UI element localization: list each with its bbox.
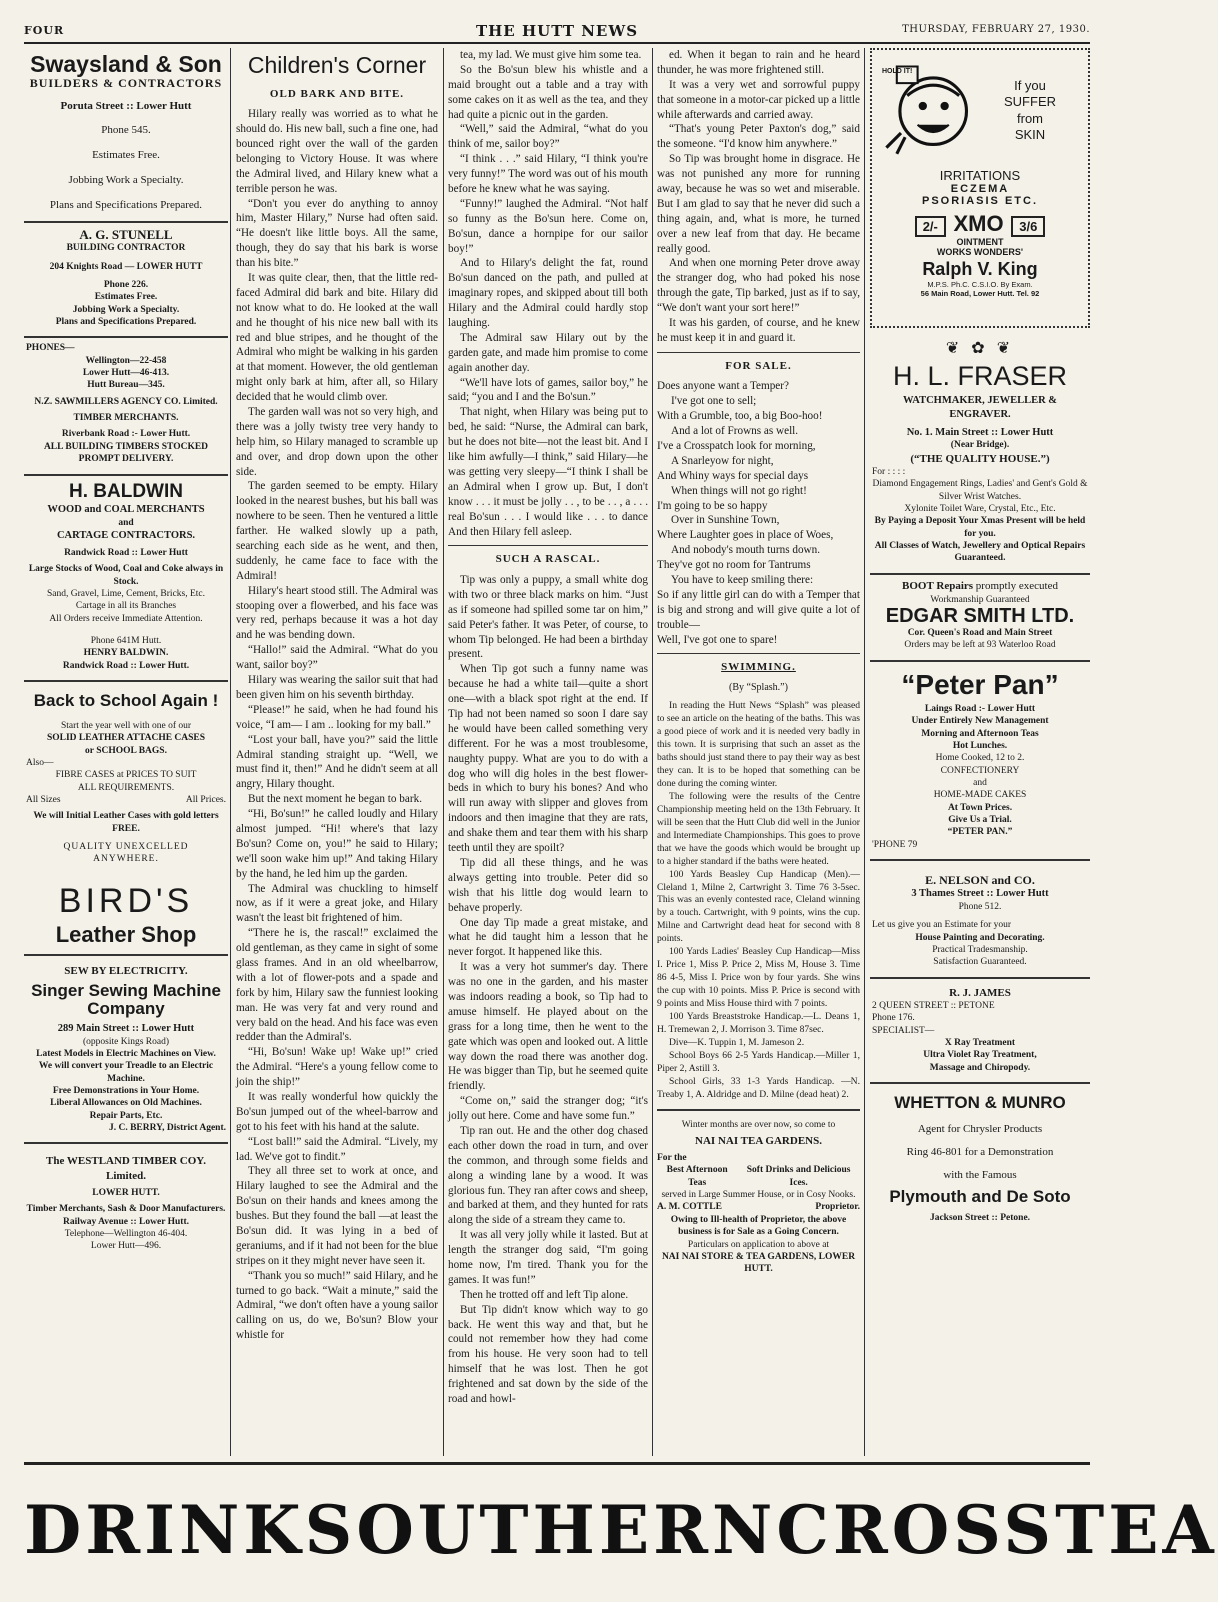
ad-line: PHONES— [26, 343, 75, 354]
ad-line: Massage and Chiropody. [929, 1062, 1031, 1073]
ad-line: We will Initial Leather Cases with gold letters FREE. [33, 811, 219, 834]
ad-line: HOME-MADE CAKES [933, 790, 1027, 801]
ad-line: QUALITY UNEXCELLED [63, 842, 189, 853]
poem-line: Over in Sunshine Town, [671, 514, 780, 527]
ad-line: with the Famous [943, 1168, 1017, 1181]
story-body [448, 48, 648, 539]
poem-line: You have to keep smiling there: [671, 574, 814, 587]
poem-line: So if any little girl can do with a Temper that is big and strong and will give quite a lot of trouble— [657, 588, 860, 631]
ad-line: IRRITATIONS [939, 168, 1021, 183]
price-box: 2/- [915, 216, 946, 237]
ad-nelson [870, 861, 1090, 979]
ad-phone: Phone 176. [872, 1013, 915, 1024]
ad-line: Workmanship Guaranteed [930, 594, 1030, 605]
ad-line: By Paying a Deposit Your Xmas Present will be held for you. [874, 516, 1086, 539]
ad-line: Latest Models in Electric Machines on View. [36, 1048, 216, 1059]
ad-swaysland [24, 48, 228, 223]
paragraph: “Hi, Bo'sun! Wake up! Wake up!” cried the Admiral. “Here's a young fellow come to join the ship!” [236, 1046, 438, 1089]
poem-line: I've got one to sell; [671, 395, 757, 408]
paragraph: Tip did all these things, and he was always getting into trouble. Peter did so wish that his little dog would learn to behave properly. [448, 856, 648, 914]
ad-line: LOWER HUTT. [92, 1187, 160, 1198]
ad-line: We will convert your Treadle to an Electric Machine. [38, 1061, 214, 1084]
ad-line: Soft Drinks and Delicious Ices. [746, 1165, 851, 1188]
ad-line: or SCHOOL BAGS. [85, 745, 167, 756]
ad-trade: Timber Merchants, Sash & Door Manufacturers. [26, 1204, 226, 1215]
ad-address: 3 Thames Street :: Lower Hutt [911, 888, 1049, 900]
ad-trade: WOOD and COAL MERCHANTS [47, 504, 205, 516]
story-column-right [657, 48, 860, 1456]
ad-line: BOOT Repairs [902, 579, 974, 592]
ad-brand-sub: Leather Shop [55, 921, 197, 947]
ad-owner: HENRY BALDWIN. [83, 648, 169, 659]
banner-word: CROSS [776, 1491, 1056, 1569]
ad-line: SUFFER [1004, 94, 1056, 110]
banner-word: DRINK [24, 1491, 305, 1569]
ad-line: House Painting and Decorating. [915, 932, 1045, 943]
paragraph: “Come on,” said the stranger dog; “it's jolly out here. Come and have some fun.” [448, 1095, 648, 1123]
ad-line: Orders may be left at 93 Waterloo Road [904, 640, 1056, 651]
ad-line: Practical Tradesmanship. [932, 945, 1028, 956]
ad-line: Particulars on application to above at [687, 1239, 830, 1250]
paragraph: School Girls, 33 1-3 Yards Handicap. —N. Treaby 1, A. Aldridge and D. Milne (dead heat) 2. [657, 1075, 860, 1100]
ad-line: Satisfaction Guaranteed. [933, 957, 1027, 968]
ad-line: Plans and Specifications Prepared. [49, 198, 203, 211]
ad-line: from [1017, 110, 1043, 126]
ad-address: Laings Road :- Lower Hutt [924, 703, 1036, 714]
ad-title: “Peter Pan” [901, 668, 1059, 700]
poem-line: I'm going to be so happy [657, 499, 768, 512]
ad-address: No. 1. Main Street :: Lower Hutt [906, 426, 1054, 438]
paragraph: They all three set to work at once, and Hilary laughed to see the Admiral and the Bo'sun on their hands and knees among the bushes. But they found the ball —at least the Bo'sun did. It was lying in a bed of geraniums, and if it had not been for the blue stripes on it they might never have seen it. [236, 1165, 438, 1267]
ad-address: Randwick Road :: Lower Hutt. [62, 660, 190, 671]
masthead [24, 22, 1090, 44]
ad-line: Let us give you an Estimate for your [872, 920, 1012, 931]
ad-text-block [976, 78, 1084, 143]
paragraph: “Don't you ever do anything to annoy him, Master Hilary,” Nurse had often said. “He doesn't like little boys. All the same, though, they do say that his bark is worse than his bite.” [236, 197, 438, 270]
ad-line: All Classes of Watch, Jewellery and Optical Repairs Guaranteed. [874, 540, 1086, 564]
paragraph: But the next moment he began to bark. [248, 793, 422, 806]
ad-line: SOLID LEATHER ATTACHE CASES [46, 733, 206, 744]
paragraph: “Hi, Bo'sun!” he called loudly and Hilary almost jumped. “Hi! where's that lazy Bo'sun? Come on, you!” he said to Hilary; we'll soon wake him up!” And taking Hilary by the hand, he led him up the garden. [236, 808, 438, 880]
paragraph: “Hallo!” said the Admiral. “What do you want, sailor boy?” [236, 644, 438, 672]
paragraph: School Boys 66 2-5 Yards Handicap.—Miller 1, Piper 2, Astill 3. [657, 1049, 860, 1074]
story-title: SUCH A RASCAL. [495, 553, 601, 566]
ad-line: Diamond Engagement Rings, Ladies' and Gent's Gold & Silver Wrist Watches. [872, 479, 1088, 502]
ad-address: 56 Main Road, Lower Hutt. Tel. 92 [920, 289, 1040, 298]
ad-line: Jobbing Work a Specialty. [72, 304, 180, 315]
paragraph: It was a very wet and sorrowful puppy that someone in a motor-car picked up a little while afterwards and carried away. [657, 78, 860, 121]
ad-address: Cor. Queen's Road and Main Street [907, 627, 1053, 638]
ad-line: OINTMENT [956, 237, 1004, 247]
ad-phone: Lower Hutt—46-413. [82, 368, 170, 379]
paragraph: “Funny!” laughed the Admiral. “Not half so funny as the Bo'sun here. Come on, Bo'sun, dance a hornpipe for our sailor boy!” [448, 197, 648, 255]
ad-brand: “PETER PAN.” [947, 827, 1013, 838]
paragraph: Hilary really was worried as to what he should do. His new ball, such a fine one, had bounced right over the wall of the garden belonging to Victory House. It was where the Admiral lived, and Hilary knew what a terrible person he was. [236, 108, 438, 195]
ad-phone: Phone 512. [958, 902, 1002, 913]
ad-row [657, 1164, 860, 1189]
ad-line: Morning and Afternoon Teas [921, 728, 1039, 739]
paragraph: Tip was only a puppy, a small white dog with two or three black marks on him. “Just as if someone had spilled some tar on him,” said Peter's father. It was Peter, of course, to whom Tip belonged. He had been a birthday present. [448, 574, 648, 661]
ad-brand: Plymouth and De Soto [889, 1187, 1071, 1207]
ad-title: Back to School Again ! [33, 691, 219, 711]
ad-title: R. J. JAMES [949, 986, 1011, 999]
paragraph: “That's young Peter Paxton's dog,” said the someone. “I'd know him anywhere.” [657, 123, 860, 151]
ads-column-left [24, 48, 228, 1456]
paragraph: The following were the results of the Centre Championship meeting held on the 13th February. It will be seen that the Hutt Club did well in the Junior and Intermediate Championships. This goes to prove that we have the goods which would be brought up to a higher standard if the baths were heated. [657, 790, 860, 867]
ads-column-right [870, 48, 1090, 1456]
ad-address: 289 Main Street :: Lower Hutt [57, 1022, 195, 1034]
ad-title: H. L. FRASER [892, 361, 1068, 391]
ad-line: Plans and Specifications Prepared. [55, 317, 197, 328]
ad-line: Free Demonstrations in Your Home. [52, 1085, 200, 1096]
childrens-corner-column [236, 48, 438, 1456]
ad-owner: Ralph V. King [922, 259, 1038, 279]
ad-line: Give Us a Trial. [948, 815, 1012, 826]
ad-line: ALL BUILDING TIMBERS STOCKED [43, 441, 209, 452]
column-rule [864, 48, 865, 1456]
story-title: OLD BARK AND BITE. [269, 87, 405, 100]
ad-phone: Phone 226. [103, 280, 149, 291]
poem-line: When things will not go right! [671, 484, 807, 497]
ad-title: The WESTLAND TIMBER COY. Limited. [46, 1155, 206, 1182]
paragraph: “Lost your ball, have you?” said the little Admiral standing straight up. “Well, we must find it, then!” And he didn't seem at all angry, Hilary thought. [236, 733, 438, 791]
ad-agent: J. C. BERRY, District Agent. [108, 1122, 226, 1133]
ad-line: Estimates Free. [94, 292, 158, 303]
ad-line: promptly executed [975, 579, 1058, 592]
ad-line: Under Entirely New Management [911, 716, 1049, 727]
ad-title: NAI NAI TEA GARDENS. [695, 1134, 822, 1147]
ad-line: (Near Bridge). [950, 440, 1010, 451]
paragraph: When Tip got such a funny name was because he had a white tail—quite a short one—with a black spot right at the end. If Tip had not been named so soon I dare say he would have been called something very different. For he was a most troublesome, naughty puppy. What are you to do with a dog who will dig holes in the best flower-beds in which to bury his bones? And who will run away with slipper and gloves from indoors and then imagine that they are rats, and shake them and tear them with his sharp teeth until they are spoilt? [448, 663, 648, 855]
ad-line: (opposite Kings Road) [82, 1036, 170, 1047]
ad-line: and [118, 518, 134, 529]
paragraph: It was all very jolly while it lasted. But at length the stranger dog said, “I'm going home now, I'm tired. Thank you for the games. It was fun!” [448, 1229, 648, 1286]
ad-phone: 'PHONE 79 [872, 839, 918, 850]
ad-line: If you [1014, 78, 1046, 93]
ad-line: Ultra Violet Ray Treatment, [923, 1050, 1037, 1061]
story-body [657, 700, 860, 1101]
paragraph: “There he is, the rascal!” exclaimed the old gentleman, as they came in sight of some glass frames. And in an old wheelbarrow, with a lot of flower-pots and a spade and fork by him, Hilary saw the funniest looking man. He was very fat and very round and very bald on the head. And his face was even redder than the Admiral's. [236, 927, 438, 1044]
paragraph: “Please!” he said, when he had found his voice, “I am— I am .. looking for my ball.” [236, 703, 438, 731]
ad-title: E. NELSON and CO. [925, 873, 1035, 888]
ad-stunell [24, 223, 228, 339]
ad-line: and [973, 777, 987, 788]
ad-line: Xylonite Toilet Ware, Crystal, Etc., Etc. [904, 503, 1056, 514]
ad-address: 204 Knights Road — LOWER HUTT [49, 261, 203, 272]
ad-line: ALL REQUIREMENTS. [77, 782, 175, 793]
paragraph: “We'll have lots of games, sailor boy,” he said; “you and I and the Bo'sun.” [448, 376, 648, 404]
ad-line: Winter months are over now, so come to [681, 1120, 836, 1131]
ad-line: Owing to Ill-health of Proprietor, the above business is for Sale as a Going Concern. [670, 1214, 847, 1238]
paragraph: The Admiral was chuckling to himself now, as if it were a great joke, and Hilary wasn't the least bit frightened of him. [236, 882, 438, 925]
ad-line: Large Stocks of Wood, Coal and Coke always in Stock. [28, 564, 224, 587]
paragraph: Hilary's heart stood still. The Admiral was stooping over a flowerbed, and his face was very red, perhaps because it was a hot day and he was bending down. [236, 584, 438, 642]
ad-line: Home Cooked, 12 to 2. [935, 753, 1025, 764]
ad-title: A. G. STUNELL [79, 226, 173, 242]
ad-line: Cartage in all its Branches [75, 601, 177, 612]
ad-line: Jobbing Work a Specialty. [68, 174, 184, 187]
ad-line: SKIN [1014, 126, 1046, 142]
ad-rj-james [870, 979, 1090, 1084]
paragraph: ed. When it began to rain and he heard thunder, he was more frightened still. [657, 49, 860, 76]
ad-line: At Town Prices. [947, 802, 1013, 813]
ad-trade: BUILDING CONTRACTOR [66, 243, 186, 254]
poem-line: I've a Crosspatch look for morning, [657, 440, 816, 452]
ad-whetton-munro [870, 1084, 1090, 1233]
paragraph: It was a very hot summer's day. There was no one in the garden, and his master was indoors reading a book, so Tip had to amuse himself. He played about on the grass for a long time, then he went to the gate which was open and looked out. A little way down the road there was another dog. He was bigger than Tip, but he seemed quite friendly. [448, 961, 648, 1093]
ad-line: Ring 46-801 for a Demonstration [906, 1145, 1054, 1158]
ad-address: Poruta Street :: Lower Hutt [60, 99, 192, 112]
paragraph: In reading the Hutt News “Splash” was pleased to see an article on the heating of the baths. This was a good piece of work and it is needed very badly in this town. It is surprising that such an asset as the baths should just stand there to pay their way as best they can. It is to be hoped that something can be done during the coming winter. [657, 700, 860, 790]
ad-title: EDGAR SMITH LTD. [885, 604, 1075, 627]
poem-line: Well, I've got one to spare! [657, 633, 778, 646]
ad-line: X Ray Treatment [944, 1038, 1016, 1049]
page-number: FOUR [24, 24, 65, 37]
paragraph: “Lost ball!” said the Admiral. “Lively, my lad. We've got to findit.” [236, 1135, 438, 1163]
ad-line: Agent for Chrysler Products [917, 1122, 1043, 1135]
ad-title: Singer Sewing Machine Company [31, 981, 221, 1019]
ad-row [657, 1201, 860, 1213]
newspaper-title: THE HUTT NEWS [475, 22, 639, 40]
ad-title: Swaysland & Son [30, 51, 222, 77]
ad-line: Estimates Free. [92, 149, 160, 162]
paragraph: It was really wonderful how quickly the Bo'sun jumped out of the wheel-barrow and got to his feet with his hand at the salute. [236, 1090, 438, 1133]
ad-text-block [872, 168, 1088, 298]
ad-brand: XMO [953, 211, 1004, 236]
column-rule [230, 48, 231, 1456]
ad-line: Best Afternoon Teas [666, 1165, 728, 1188]
ad-phone: Phone 641M Hutt. [90, 636, 162, 647]
ad-trade: WATCHMAKER, JEWELLER & ENGRAVER. [902, 395, 1058, 420]
tea-banner-ad [24, 1462, 1218, 1595]
poem-line: And nobody's mouth turns down. [671, 544, 821, 557]
paragraph: “Thank you so much!” said Hilary, and he turned to go back. “Wait a minute,” said the Admiral, “we don't often have a young sailor calling on us, do we, Bo'sun? Blow your whistle for [236, 1269, 438, 1342]
poem-line: Where Laughter goes in place of Woes, [657, 529, 834, 542]
ornament-icon: ❦ ✿ ❦ [945, 340, 1015, 357]
ad-phone: Lower Hutt—496. [90, 1241, 162, 1252]
paragraph: “Well,” said the Admiral, “what do you think of me, sailor boy?” [448, 123, 648, 151]
paragraph: Then he trotted off and left Tip alone. [460, 1288, 629, 1301]
paragraph: That night, when Hilary was being put to bed, he said: “Nurse, the Admiral can bark, but he does not bite—not the least bit. And I like him awfully—I think,” said Hilary—he was getting very sleepy—“I think I shall be an Admiral when I grow up. But, I don't know . . . it must be jolly . . , to be . . , a . . . real Bo'sun . . . I would like . . . to dance And then Hilary fell asleep. [448, 406, 648, 538]
ad-baldwin [24, 476, 228, 683]
paragraph: It was quite clear, then, that the little red-faced Admiral did bark and bite. Hilary did not know what to do. He looked at the wall and he thought of his nice new ball with its red and blue stripes, and he thought of the Admiral who might be walking in his garden at that moment. However, the old gentleman might only bark at him, after all, so Hilary decided that he would climb over. [236, 272, 438, 404]
ad-phone: Wellington—22-458 [85, 355, 167, 366]
paragraph: Dive—K. Tuppin 1, M. Jameson 2. [669, 1036, 805, 1048]
ad-line: M.P.S. Ph.C. C.S.I.O. By Exam. [927, 280, 1033, 289]
ad-edgar-smith [870, 575, 1090, 662]
ad-line: Repair Parts, Etc. [89, 1110, 163, 1121]
ad-line: Hot Lunches. [952, 740, 1008, 751]
ad-line: For the [657, 1153, 687, 1164]
divider [657, 1109, 860, 1111]
story-column-middle [448, 48, 648, 1456]
ad-xmo-ointment [870, 48, 1090, 328]
paragraph: tea, my lad. We must give him some tea. [460, 49, 642, 61]
story-body [448, 573, 648, 1407]
ad-phone: Phone 545. [101, 124, 151, 137]
divider [657, 653, 860, 654]
poem-line: Does anyone want a Temper? [657, 380, 789, 393]
price-box: 3/6 [1011, 216, 1045, 237]
poem-line: With a Grumble, too, a big Boo-hoo! [657, 410, 823, 423]
poem-body [657, 379, 860, 647]
ad-address: 2 QUEEN STREET :: PETONE [872, 1000, 995, 1011]
ad-line: (“THE QUALITY HOUSE.”) [910, 452, 1050, 465]
ad-line: Sand, Gravel, Lime, Cement, Bricks, Etc. [46, 589, 206, 600]
column-rule [443, 48, 444, 1456]
ad-line: ANYWHERE. [93, 854, 159, 865]
ad-westland-timber [24, 1144, 228, 1260]
ad-trade: TIMBER MERCHANTS. [73, 413, 179, 424]
ad-phone: Telephone—Wellington 46-404. [64, 1228, 188, 1239]
ad-hl-fraser [870, 334, 1090, 575]
paragraph: Hilary was wearing the sailor suit that had been given him on his seventh birthday. [236, 674, 438, 701]
ad-sizes-row [26, 794, 226, 806]
paragraph: The garden seemed to be empty. Hilary looked in the nearest bushes, but his ball was nowhere to be seen. Then he ventured a little farther. He walked slowly up a path, searching each side as he went, and then, suddenly, he came face to face with the Admiral! [236, 480, 438, 582]
divider [448, 545, 648, 546]
issue-date: THURSDAY, FEBRUARY 27, 1930. [902, 24, 1090, 35]
ad-address: Randwick Road :: Lower Hutt [64, 548, 188, 559]
story-body [657, 48, 860, 346]
paragraph: The garden wall was not so very high, and there was a jolly twisty tree very handy to help him, so Hilary managed to scramble up and over, and drop down upon the other side. [236, 406, 438, 478]
ad-address: Railway Avenue :: Lower Hutt. [62, 1216, 190, 1227]
ad-line: FIBRE CASES at PRICES TO SUIT [55, 770, 197, 781]
poem-title: FOR SALE. [725, 359, 792, 372]
poem-line: They've got no room for Tantrums [657, 559, 811, 572]
story-title: SWIMMING. [721, 661, 796, 674]
ad-title: N.Z. SAWMILLERS AGENCY CO. Limited. [34, 396, 218, 407]
paragraph: One day Tip made a great mistake, and what he did taught him a lesson that he never forgot. It happened like this. [448, 916, 648, 959]
ad-line: ECZEMA [950, 183, 1010, 195]
ad-line: CONFECTIONERY [940, 765, 1020, 776]
ad-line: PROMPT DELIVERY. [78, 454, 174, 465]
paragraph: It was his garden, of course, and he knew he must keep it in and guard it. [657, 317, 860, 344]
paragraph: And when one morning Peter drove away the stranger dog, who had poked his nose through the gate, Tip barked, just as if to say, “We don't want your sort here!” [657, 257, 860, 315]
ad-phone: Hutt Bureau—345. [87, 380, 165, 391]
paragraph: And to Hilary's delight the fat, round Bo'sun danced on the path, and pulled at imaginary ropes, and skipped about till both Hilary and the Admiral could hardly stop laughing. [448, 257, 648, 330]
ad-line: PSORIASIS ETC. [921, 195, 1039, 207]
banner-word: TEA [1055, 1491, 1218, 1569]
ad-singer [24, 956, 228, 1144]
ad-line: Start the year well with one of our [60, 721, 192, 731]
ad-line: Liberal Allowances on Old Machines. [50, 1098, 202, 1109]
ad-line: Also— [26, 758, 54, 769]
paragraph: So Tip was brought home in disgrace. He was not punished any more for running away, because he was so wet and miserable. But I am glad to say that he never did such a thing again, and, what is more, he turned over a new leaf from that day. He became really good. [657, 153, 860, 255]
cartoon-caption: HOLD IT! [882, 68, 913, 75]
ad-line: SPECIALIST— [872, 1025, 935, 1036]
poem-line: And a lot of Frowns as well. [671, 425, 799, 438]
paragraph: The Admiral saw Hilary out by the garden gate, and made him promise to come again another day. [448, 331, 648, 374]
ad-birds-leather-shop [24, 682, 228, 956]
ad-peter-pan [870, 662, 1090, 862]
ad-trade: CARTAGE CONTRACTORS. [56, 530, 196, 542]
ad-owner: A. M. COTTLE [657, 1202, 722, 1213]
ad-title: WHETTON & MUNRO [894, 1093, 1066, 1113]
paragraph: 100 Yards Ladies' Beasley Cup Handicap—Miss I. Price 1, Miss P. Price 2, Miss M, House 3. Time 86 4-5, Miss I. Price won by four yards. She wins the cup with 10 points. Miss P. Price is second with 9 points and Miss House third with 7 points. [657, 946, 860, 1009]
ad-line: All Prices. [185, 795, 226, 806]
paragraph: “I think . . .” said Hilary, “I think you're very funny!” The word was out of his mouth before he knew what he was saying. [448, 153, 648, 196]
ad-trade: BUILDERS & CONTRACTORS [29, 76, 223, 91]
ad-brand: BIRD'S [58, 881, 194, 920]
banner-word: SOUTHERN [304, 1491, 777, 1569]
divider [657, 352, 860, 353]
poem-line: A Snarleyow for night, [671, 454, 774, 467]
ad-line: NAI NAI STORE & TEA GARDENS, LOWER HUTT. [661, 1251, 856, 1275]
ad-line: All Sizes [26, 795, 61, 806]
ad-line: served in Large Summer House, or in Cosy Nooks. [661, 1190, 856, 1201]
paragraph: So the Bo'sun blew his whistle and a maid brought out a table and a tray with some cakes on it as well as the tea, and they had quite a picnic out in the garden. [448, 63, 648, 121]
ad-line: SEW BY ELECTRICITY. [64, 964, 188, 977]
ad-line: WORKS WONDERS' [936, 247, 1024, 257]
story-body [236, 107, 438, 1343]
ad-address: Riverbank Road :- Lower Hutt. [61, 429, 191, 440]
paragraph: But Tip didn't know which way to go back. He went this way and that, but he could not remember how they had come from his house. He very soon had to tell himself that he was lost. Then he got frightened and sat down by the side of the road and howl- [448, 1303, 648, 1405]
ad-line: All Orders receive Immediate Attention. [49, 613, 203, 624]
ad-nai-nai-tea-gardens [657, 1119, 860, 1275]
ad-address: Jackson Street :: Petone. [929, 1213, 1031, 1224]
poem-line: And Whiny ways for special days [657, 469, 809, 482]
paragraph: Tip ran out. He and the other dog chased each other down the road in turn, and over the common, and through some fields and along a winding lane by a wood. It was glorious fun. They ran after cows and sheep, and barked at them, and they hunted for rats along the side of a stream they came to. [448, 1124, 648, 1227]
paragraph: 100 Yards Beasley Cup Handicap (Men).—Cleland 1, Milne 2, Cartwright 3. Time 76 3-5sec. This was an evenly contested race, Cleland winning by a touch. Cartwright, with 9 points, wins the cup. Milne and Cartwright dead heat for second with 8 points. [657, 868, 860, 945]
ad-line: Proprietor. [815, 1202, 860, 1213]
ad-line: For : : : : [872, 466, 906, 477]
byline: (By “Splash.”) [729, 682, 788, 694]
ad-sawmillers [24, 338, 228, 475]
column-rule [652, 48, 653, 1456]
section-heading: Children's Corner [247, 52, 427, 78]
ad-title: H. BALDWIN [69, 480, 183, 502]
paragraph: 100 Yards Breaststroke Handicap.—L. Deans 1, H. Tremewan 2, J. Morrison 3. Time 87sec. [657, 1010, 860, 1035]
